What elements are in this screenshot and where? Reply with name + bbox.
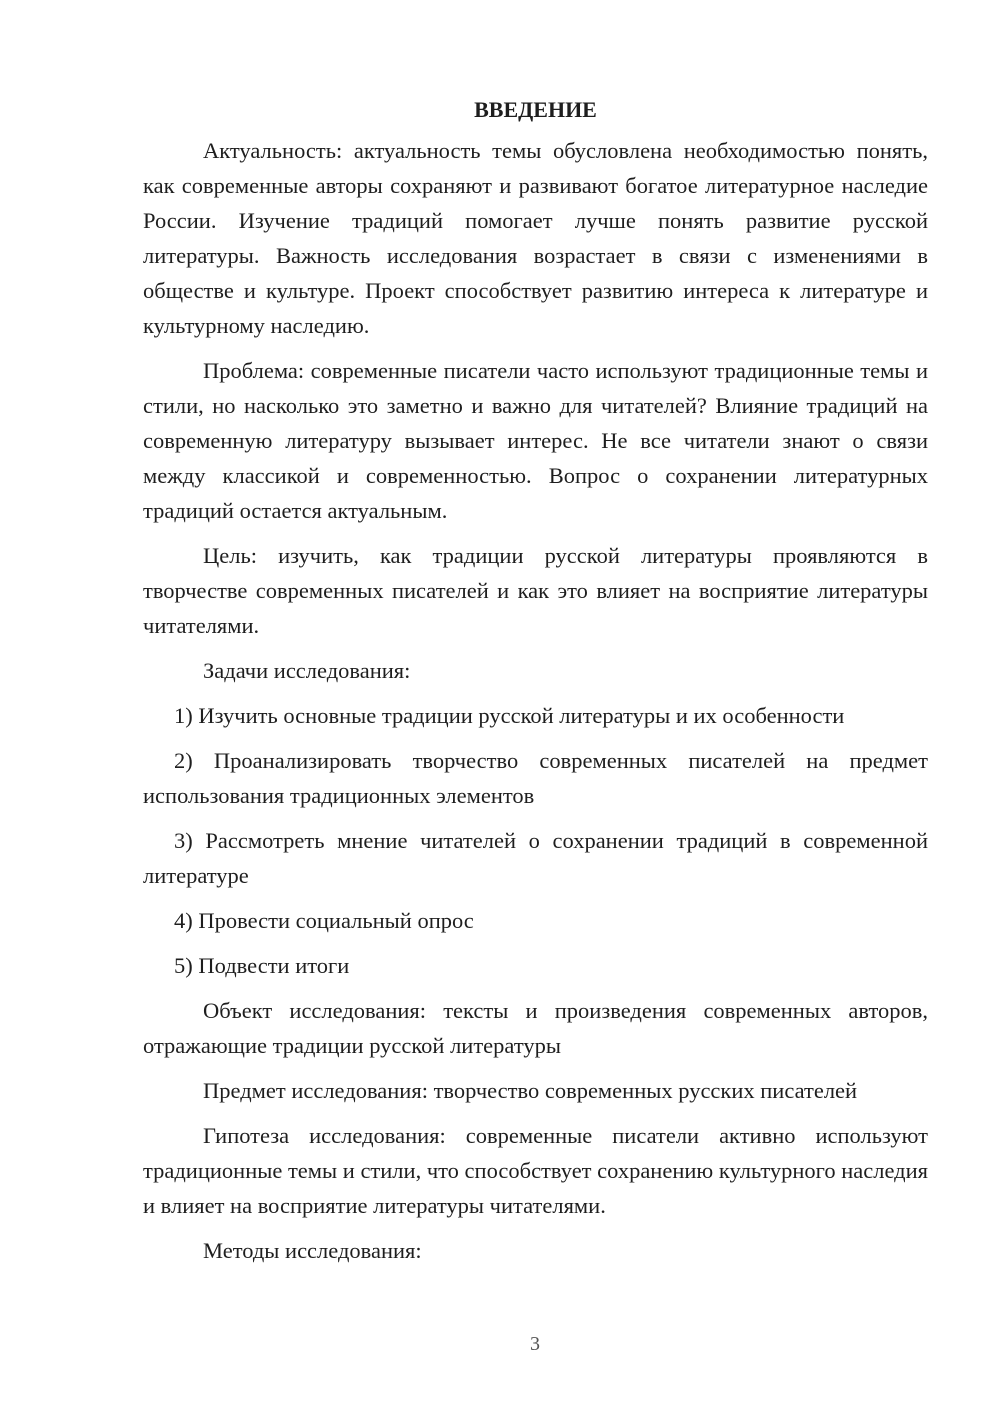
paragraph-goal: Цель: изучить, как традиции русской литературы проявляются в творчестве современных писателей и как это влияет на восприятие литературы читателями. xyxy=(143,543,928,638)
task-item-2: 2) Проанализировать творчество современных писателей на предмет использования традиционных элементов xyxy=(143,748,928,808)
paragraph-hypothesis: Гипотеза исследования: современные писатели активно используют традиционные темы и стили, что способствует сохранению культурного наследия и влияет на восприятие литературы читателями. xyxy=(143,1123,928,1218)
paragraph-subject: Предмет исследования: творчество современных русских писателей xyxy=(203,1078,858,1103)
methods-heading: Методы исследования: xyxy=(203,1238,422,1263)
paragraph-relevance: Актуальность: актуальность темы обусловлена необходимостью понять, как современные авторы сохраняют и развивают богатое литературное наследие России. Изучение традиций помогает лучше понять развитие русской литературы. Важность исследования возрастает в связи с изменениями в обществе и культуре. Проект способствует развитию интереса к литературе и культурному наследию. xyxy=(143,138,928,338)
document-page xyxy=(143,96,928,1278)
page-number: 3 xyxy=(530,1333,540,1355)
paragraph-problem: Проблема: современные писатели часто используют традиционные темы и стили, но насколько это заметно и важно для читателей? Влияние традиций на современную литературу вызывает интерес. Не все читатели знают о связи между классикой и современностью. Вопрос о сохранении литературных традиций остается актуальным. xyxy=(143,358,928,523)
paragraph-object: Объект исследования: тексты и произведения современных авторов, отражающие традиции русской литературы xyxy=(143,998,928,1058)
task-item-1: 1) Изучить основные традиции русской литературы и их особенности xyxy=(174,703,845,728)
section-title: ВВЕДЕНИЕ xyxy=(474,97,597,122)
task-item-3: 3) Рассмотреть мнение читателей о сохранении традиций в современной литературе xyxy=(143,828,928,888)
task-item-4: 4) Провести социальный опрос xyxy=(174,908,474,933)
tasks-heading: Задачи исследования: xyxy=(203,658,411,683)
task-item-5: 5) Подвести итоги xyxy=(174,953,350,978)
